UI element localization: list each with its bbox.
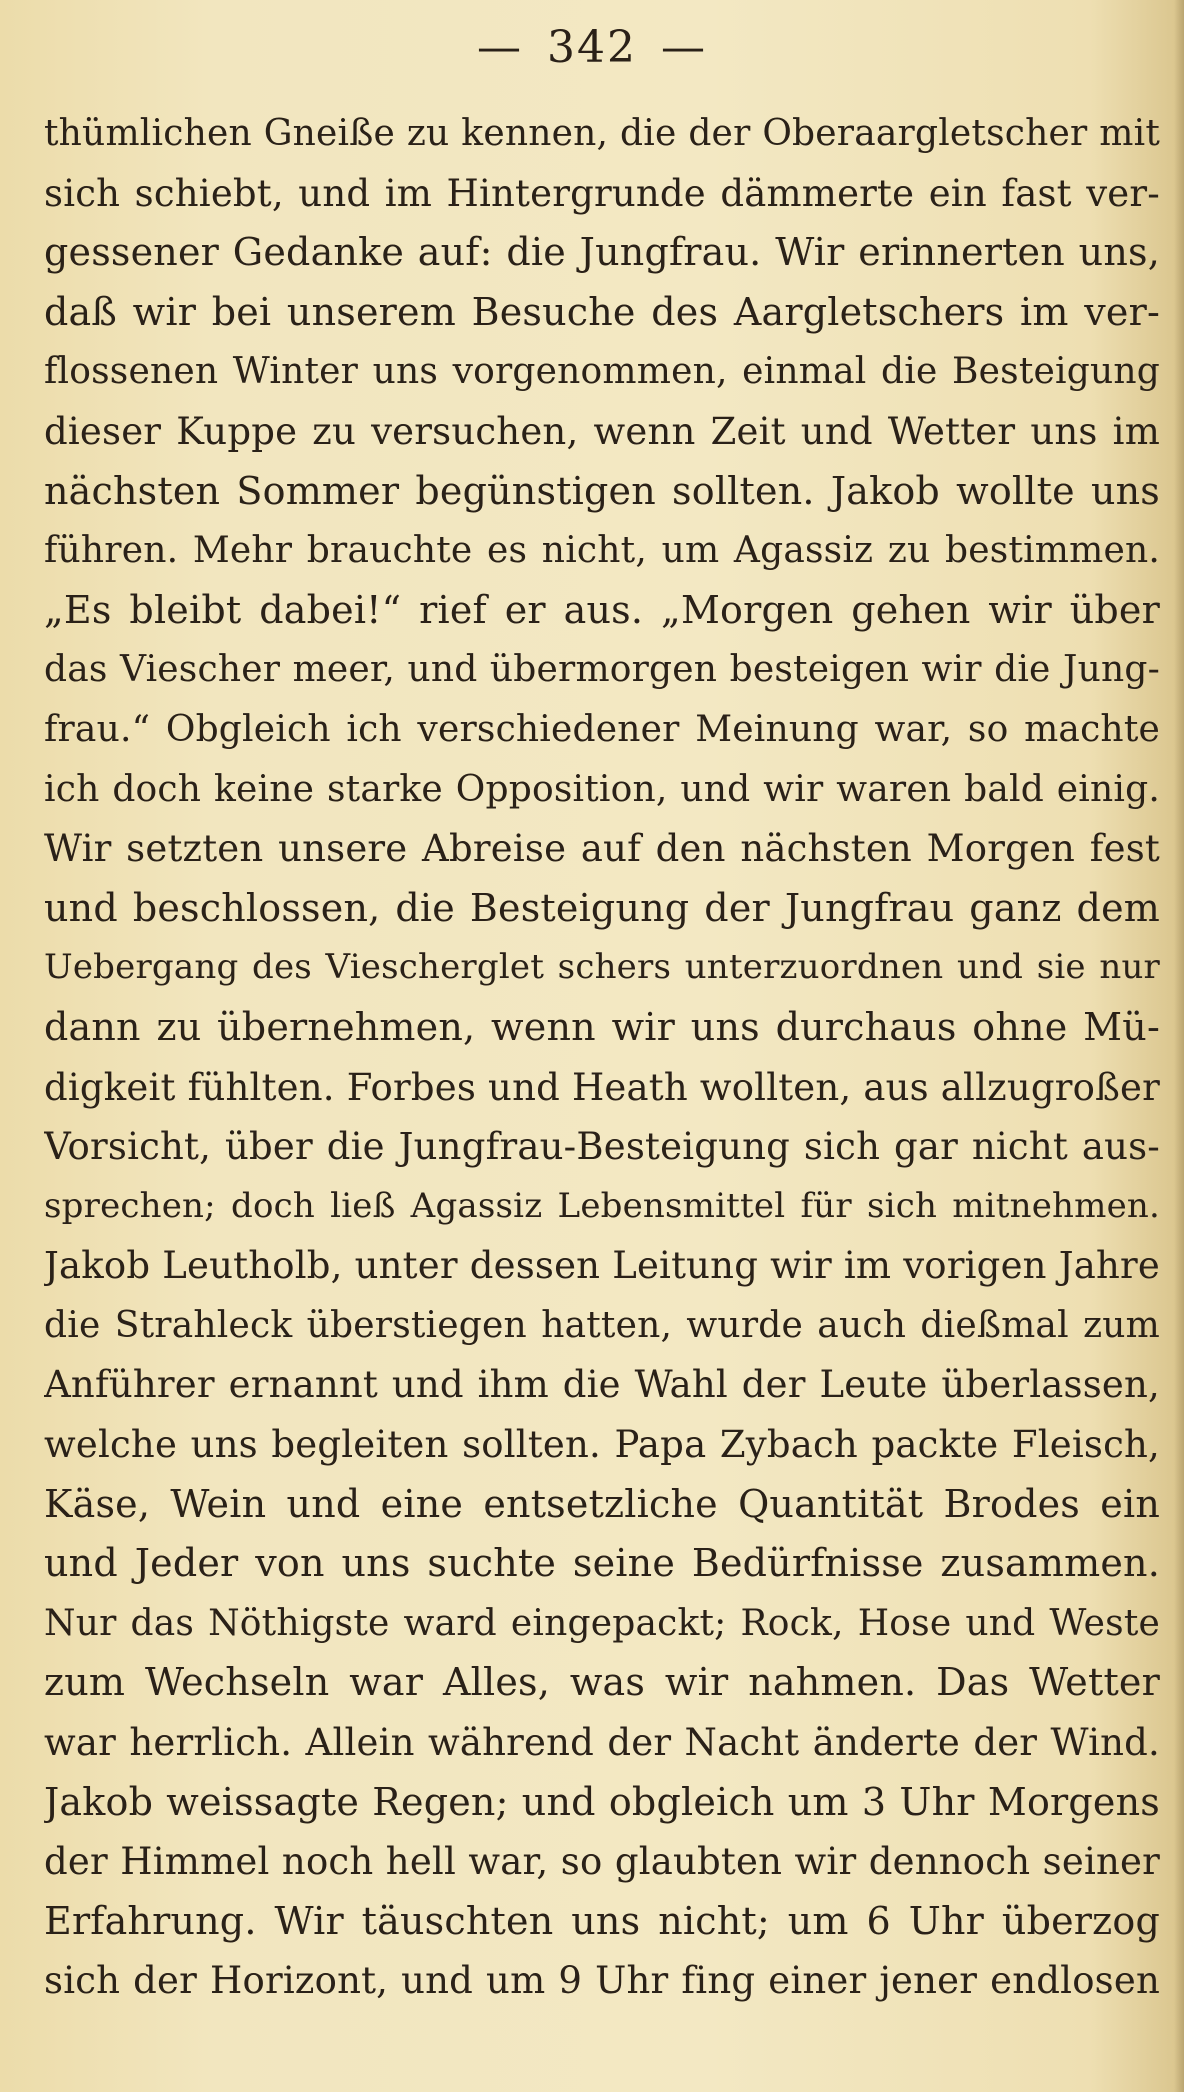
text-line: dann zu übernehmen, wenn wir uns durchaus ohne Mü- <box>44 1004 1160 1049</box>
text-line: sich der Horizont, und um 9 Uhr fing einer jener endlosen <box>44 1959 1160 2003</box>
text-line: welche uns begleiten sollten. Papa Zybach packte Fleisch, <box>44 1423 1160 1467</box>
text-line: nächsten Sommer begünstigen sollten. Jakob wollte uns <box>44 468 1160 513</box>
text-line: zum Wechseln war Alles, was wir nahmen. Das Wetter <box>44 1660 1160 1705</box>
text-line: gessener Gedanke auf: die Jungfrau. Wir erinnerten uns, <box>44 230 1160 275</box>
text-line: der Himmel noch hell war, so glaubten wir dennoch seiner <box>44 1840 1160 1884</box>
text-line: sich schiebt, und im Hintergrunde dämmerte ein fast ver- <box>44 171 1160 215</box>
text-line: und Jeder von uns suchte seine Bedürfnisse zusammen. <box>44 1541 1160 1586</box>
text-line: thümlichen Gneiße zu kennen, die der Oberaargletscher mit <box>44 113 1160 154</box>
text-line: daß wir bei unserem Besuche des Aargletschers im ver- <box>44 289 1160 334</box>
text-line: Wir setzten unsere Abreise auf den nächsten Morgen fest <box>44 827 1160 871</box>
header-dash-left: — <box>477 22 523 73</box>
text-line: „Es bleibt dabei!“ rief er aus. „Morgen gehen wir über <box>44 587 1160 632</box>
page-header <box>0 22 1184 73</box>
text-line: führen. Mehr brauchte es nicht, um Agassiz zu bestimmen. <box>44 530 1160 572</box>
text-line: flossenen Winter uns vorgenommen, einmal die Besteigung <box>44 351 1160 393</box>
body-text <box>44 104 1160 2011</box>
text-line: war herrlich. Allein während der Nacht änderte der Wind. <box>44 1721 1160 1765</box>
text-line: Jakob weissagte Regen; und obgleich um 3 Uhr Morgens <box>44 1779 1160 1824</box>
text-line: die Strahleck überstiegen hatten, wurde auch dießmal zum <box>44 1304 1160 1346</box>
text-line: sprechen; doch ließ Agassiz Lebensmittel für sich mitnehmen. <box>44 1185 1160 1226</box>
text-line: frau.“ Obgleich ich verschiedener Meinung war, so machte <box>44 708 1160 750</box>
text-line: Uebergang des Viescherglet schers unterzuordnen und sie nur <box>44 947 1160 988</box>
page-number: 342 <box>547 22 637 73</box>
text-line: Käse, Wein und eine entsetzliche Quantität Brodes ein <box>44 1481 1160 1526</box>
text-line: dieser Kuppe zu versuchen, wenn Zeit und Wetter uns im <box>44 409 1160 453</box>
text-line: ich doch keine starke Opposition, und wir waren bald einig. <box>44 768 1160 810</box>
header-dash-right: — <box>660 22 707 73</box>
text-line: Jakob Leutholb, unter dessen Leitung wir im vorigen Jahre <box>44 1244 1160 1288</box>
text-line: und beschlossen, die Besteigung der Jungfrau ganz dem <box>44 885 1160 930</box>
text-line: Vorsicht, über die Jungfrau-Besteigung sich gar nicht aus- <box>44 1125 1160 1169</box>
text-line: Erfahrung. Wir täuschten uns nicht; um 6 Uhr überzog <box>44 1898 1160 1943</box>
text-line: digkeit fühlten. Forbes und Heath wollten, aus allzugroßer <box>44 1065 1160 1109</box>
page-edge-shadow <box>1174 0 1184 2092</box>
text-line: Nur das Nöthigste ward eingepackt; Rock, Hose und Weste <box>44 1602 1160 1644</box>
text-line: Anführer ernannt und ihm die Wahl der Leute überlassen, <box>44 1363 1160 1407</box>
text-line: das Viescher meer, und übermorgen besteigen wir die Jung- <box>44 649 1160 691</box>
